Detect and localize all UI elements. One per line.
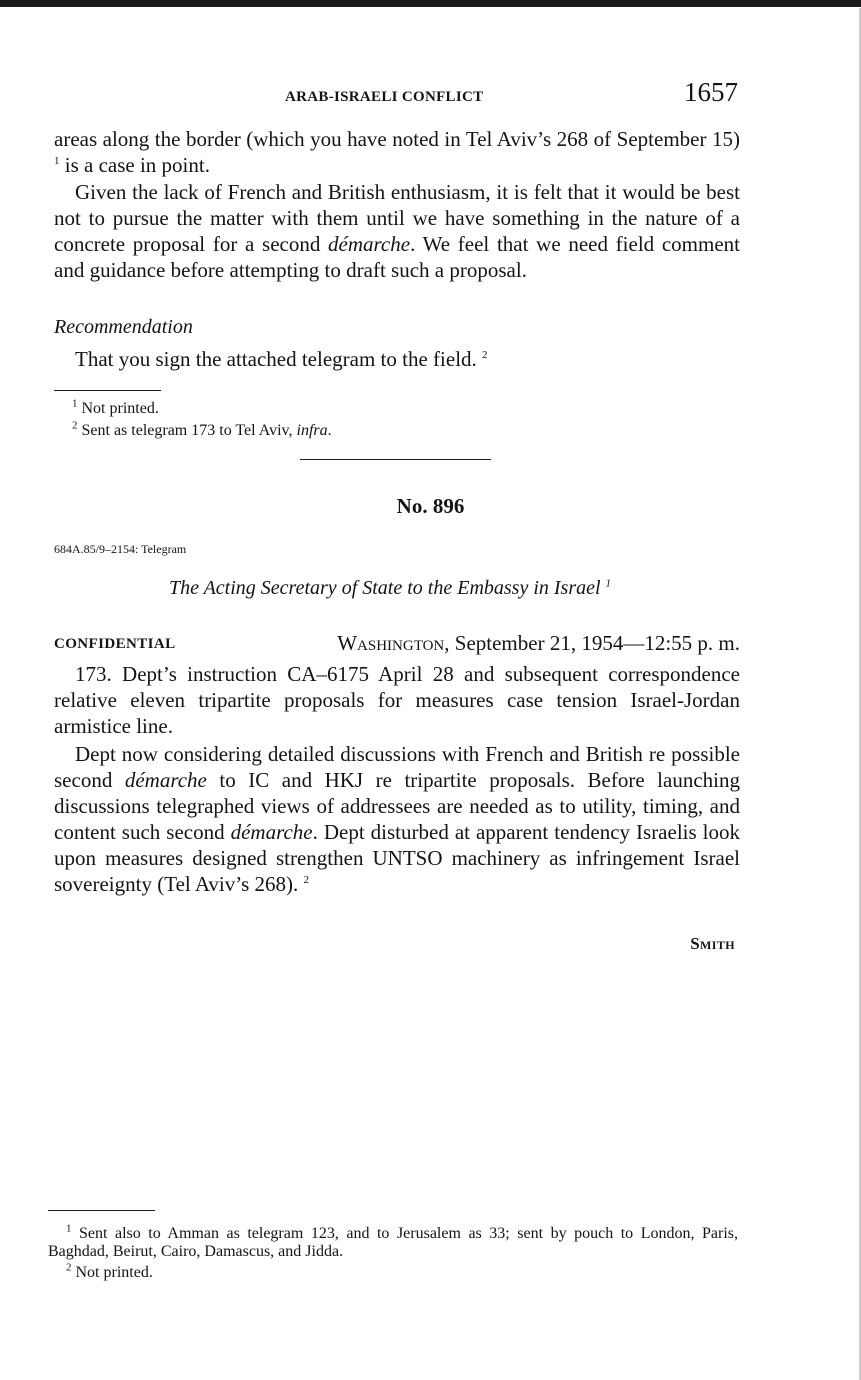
telegram-paragraph-2-a: Dept now considering detailed discussions with French and British re possible second	[54, 742, 740, 792]
section-divider	[300, 459, 491, 460]
dateline	[269, 631, 740, 656]
page-top-border	[0, 0, 861, 7]
bottom-footnote-1-mark: 1	[66, 1222, 72, 1235]
telegram-paragraph-2-b: to IC and HKJ re tripartite proposals. Before launching discussions telegraphed views of addressees are needed as to utility, timing, and content such second	[54, 768, 740, 844]
bottom-footnote-1	[48, 1222, 739, 1261]
recommendation-paragraph	[54, 346, 740, 372]
memo-paragraph-2-a: Given the lack of French and British enthusiasm, it is felt that it would be best not to pursue the matter with them until we have something in the nature of a concrete proposal for a second	[54, 180, 740, 256]
recommendation-text: That you sign the attached telegram to the field.	[75, 347, 477, 371]
footnote-2-text: Sent as telegram 173 to Tel Aviv,	[81, 422, 297, 439]
footnote-2	[72, 419, 332, 440]
telegram-paragraph-2-c: . Dept disturbed at apparent tendency Israelis look upon measures designed strengthen UNTSO machinery as infringement Israel sovereignty (Tel Aviv’s 268).	[54, 820, 740, 896]
document-title	[0, 577, 780, 600]
bottom-footnote-1-text: Sent also to Amman as telegram 123, and to Jerusalem as 33; sent by pouch to London, Paris, Baghdad, Beirut, Cairo, Damascus, and Jidda.	[48, 1225, 739, 1260]
dateline-date: , September 21, 1954—12:55 p. m.	[444, 631, 740, 655]
telegram-paragraph-1: 173. Dept’s instruction CA–6175 April 28 and subsequent correspondence relative eleven tripartite proposals for measures case tension Israel-Jordan armistice line.	[54, 662, 740, 738]
memo-paragraph-2-b: . We feel that we need field comment and guidance before attempting to draft such a proposal.	[54, 232, 740, 282]
footnote-ref-1: 1	[54, 155, 60, 167]
memo-paragraph-2-italic: démarche	[328, 232, 411, 256]
bottom-footnote-2-text: Not printed.	[75, 1264, 153, 1281]
bottom-footnote-separator	[48, 1210, 155, 1211]
memo-continued-paragraph	[54, 126, 740, 178]
telegram-footnote-ref: 2	[303, 874, 310, 886]
recommendation-heading: Recommendation	[54, 316, 193, 338]
title-footnote-ref: 1	[605, 577, 612, 590]
memo-paragraph-1-tail: is a case in point.	[59, 153, 210, 177]
footnote-2-end: .	[327, 422, 332, 439]
telegram-italic-1: démarche	[124, 768, 207, 792]
dateline-place: Washington	[337, 631, 445, 655]
signature: Smith	[690, 934, 735, 953]
document-number: No. 896	[396, 494, 465, 518]
classification-label: CONFIDENTIAL	[54, 636, 176, 652]
page-number: 1657	[684, 77, 738, 107]
bottom-footnote-2	[66, 1261, 756, 1282]
footnote-1-text: Not printed.	[81, 400, 159, 417]
footnote-ref-2: 2	[482, 349, 488, 361]
footnote-2-italic: infra	[296, 422, 328, 439]
memo-paragraph-2	[54, 179, 740, 283]
file-reference: 684A.85/9–2154: Telegram	[54, 542, 187, 556]
telegram-paragraph-2	[54, 741, 740, 897]
footnote-1	[72, 397, 159, 418]
footnote-separator	[54, 390, 161, 391]
bottom-footnote-2-mark: 2	[66, 1261, 72, 1274]
footnote-2-mark: 2	[72, 419, 78, 432]
document-title-text: The Acting Secretary of State to the Embassy in Israel	[168, 577, 601, 599]
running-head: ARAB-ISRAELI CONFLICT	[285, 89, 484, 105]
footnote-1-mark: 1	[72, 397, 78, 410]
memo-paragraph-1-text: areas along the border (which you have noted in Tel Aviv’s 268 of September 15)	[54, 127, 740, 151]
telegram-italic-2: démarche	[230, 820, 313, 844]
